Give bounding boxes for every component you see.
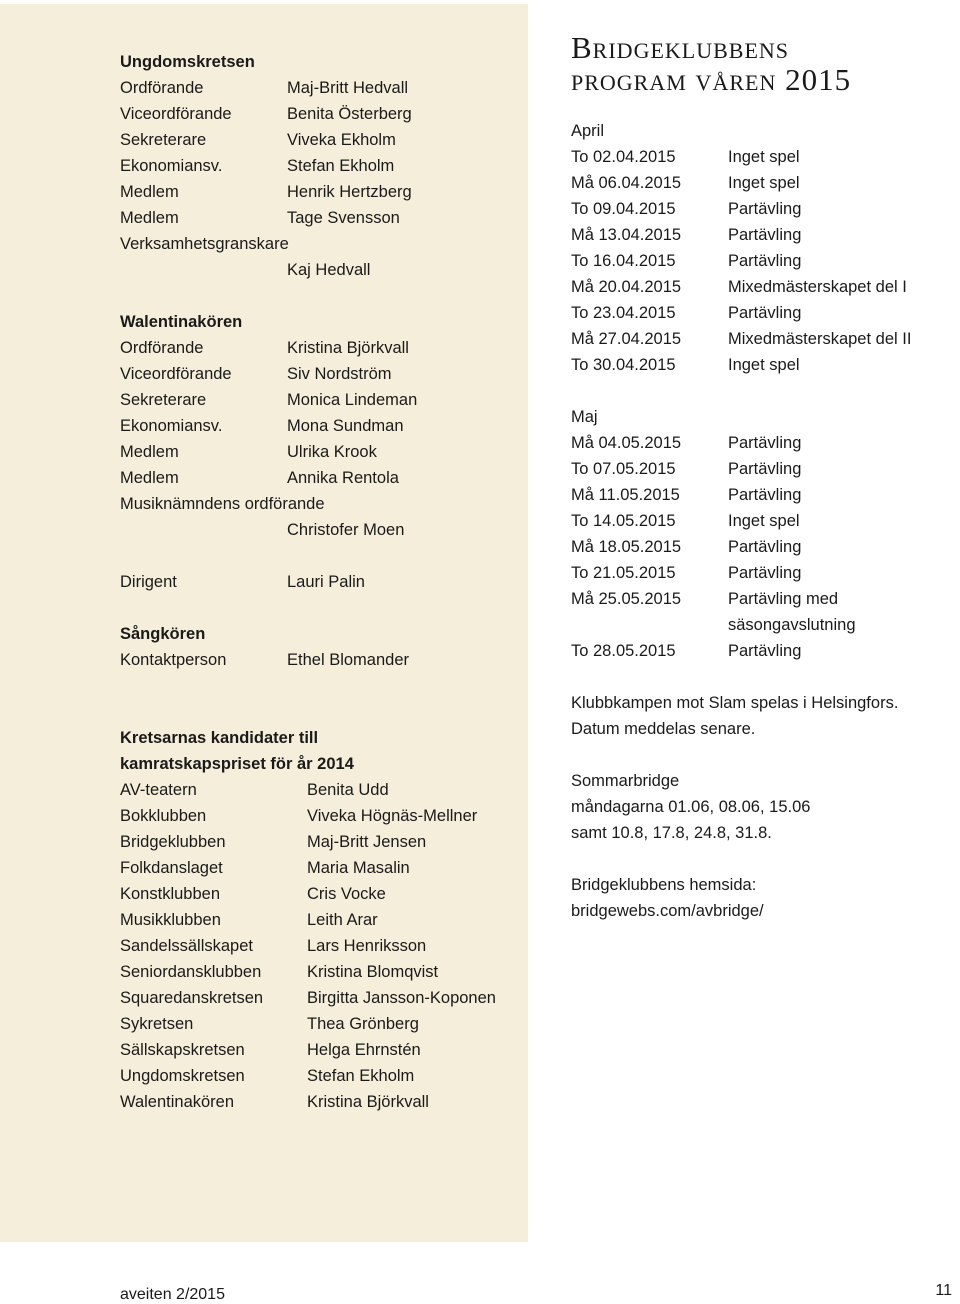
dirigent-name: Lauri Palin (287, 573, 365, 591)
kandidater-list (120, 777, 520, 1115)
ungdom-row-value: Stefan Ekholm (287, 157, 395, 175)
april-row-value: Partävling (728, 304, 802, 322)
walen-row-value: Ulrika Krook (287, 443, 377, 461)
bridge-title (571, 32, 951, 96)
kandidat-row-label: Squaredanskretsen (120, 989, 264, 1007)
april-row (571, 248, 951, 274)
kandidat-row (120, 829, 520, 855)
ungdom-row-value: Tage Svensson (287, 209, 400, 227)
maj-row (571, 456, 951, 482)
bridge-title-line-2: program våren 2015 (571, 62, 852, 97)
april-row-label: Må 20.04.2015 (571, 278, 682, 296)
page-number: 11 (935, 1282, 952, 1299)
kandidat-row (120, 1037, 520, 1063)
kandidat-row-value: Birgitta Jansson-Koponen (307, 989, 496, 1007)
kandidat-row-label: Musikklubben (120, 911, 221, 929)
walen-row-label: Sekreterare (120, 391, 207, 409)
ungdom-row-label: Viceordförande (120, 105, 232, 123)
walen-list (120, 335, 520, 491)
kandidat-row-label: Sandelssällskapet (120, 937, 253, 955)
walen-row (120, 465, 520, 491)
april-row-label: Må 06.04.2015 (571, 174, 682, 192)
kandidat-row-label: Sällskapskretsen (120, 1041, 245, 1059)
april-row (571, 274, 951, 300)
kandidater-heading-1: Kretsarnas kandidater till (120, 729, 319, 747)
kandidater-heading-2: kamratskapspriset för år 2014 (120, 755, 354, 773)
walen-row-label: Ordförande (120, 339, 204, 357)
kandidat-row (120, 959, 520, 985)
bridge-program (571, 118, 951, 924)
april-label: April (571, 122, 605, 140)
kandidat-row-label: Ungdomskretsen (120, 1067, 245, 1085)
maj-row-label: To 07.05.2015 (571, 460, 676, 478)
maj-row-label: To 21.05.2015 (571, 564, 676, 582)
maj-row-value: Partävling (728, 564, 802, 582)
april-row-value: Partävling (728, 252, 802, 270)
ungdom-row-label: Ekonomiansv. (120, 157, 223, 175)
april-row-value: Inget spel (728, 356, 800, 374)
kandidat-row-label: Walentinakören (120, 1093, 235, 1111)
ungdom-row-value: Benita Österberg (287, 105, 412, 123)
note-line: Sommarbridge (571, 772, 680, 790)
april-row (571, 300, 951, 326)
auditor-label: Verksamhetsgranskare (120, 235, 289, 253)
april-row-label: To 30.04.2015 (571, 356, 676, 374)
april-row-value: Inget spel (728, 148, 800, 166)
ungdom-row-label: Ordförande (120, 79, 204, 97)
walen-row-label: Medlem (120, 469, 179, 487)
kandidat-row-label: Bokklubben (120, 807, 207, 825)
maj-row (571, 508, 951, 534)
walen-row-value: Monica Lindeman (287, 391, 418, 409)
publication-name: aveiten 2/2015 (120, 1286, 225, 1303)
walen-heading: Walentinakören (120, 313, 243, 331)
walen-row (120, 439, 520, 465)
kandidat-row-value: Kristina Blomqvist (307, 963, 439, 981)
maj-row-value: Partävling (728, 642, 802, 660)
note-line: bridgewebs.com/avbridge/ (571, 902, 764, 920)
sang-heading: Sångkören (120, 625, 206, 643)
walen-row-label: Ekonomiansv. (120, 417, 223, 435)
kandidat-row (120, 985, 520, 1011)
kandidat-row-label: Folkdanslaget (120, 859, 223, 877)
note-line: Klubbkampen mot Slam spelas i Helsingfors. (571, 694, 899, 712)
contact-name: Ethel Blomander (287, 651, 409, 669)
ungdom-row-value: Maj-Britt Hedvall (287, 79, 409, 97)
kandidat-row (120, 907, 520, 933)
maj-row-label: Må 25.05.2015 (571, 590, 682, 608)
maj-row-value: Partävling (728, 434, 802, 452)
april-row-label: To 23.04.2015 (571, 304, 676, 322)
ungdom-row (120, 205, 520, 231)
april-row-label: Må 13.04.2015 (571, 226, 682, 244)
kandidat-row-label: AV-teatern (120, 781, 197, 799)
ungdom-row (120, 101, 520, 127)
left-column (120, 49, 520, 673)
maj-row (571, 586, 951, 612)
bridge-title-line-1: Bridgeklubbens (571, 30, 790, 65)
walen-row (120, 387, 520, 413)
april-row (571, 144, 951, 170)
note-line: Bridgeklubbens hemsida: (571, 876, 757, 894)
walen-row (120, 335, 520, 361)
ungdom-row-value: Viveka Ekholm (287, 131, 396, 149)
kandidat-row (120, 1089, 520, 1115)
ungdom-heading: Ungdomskretsen (120, 53, 255, 71)
note-line (571, 846, 951, 872)
auditor-name: Kaj Hedvall (287, 261, 371, 279)
kandidat-row-value: Stefan Ekholm (307, 1067, 415, 1085)
ungdom-row-label: Sekreterare (120, 131, 207, 149)
kandidat-row (120, 1011, 520, 1037)
kandidat-row-value: Maj-Britt Jensen (307, 833, 427, 851)
maj-row-label: To 14.05.2015 (571, 512, 676, 530)
kandidat-row-label: Konstklubben (120, 885, 220, 903)
april-row (571, 352, 951, 378)
maj-row (571, 612, 951, 638)
bridge-notes (571, 690, 951, 924)
maj-row-value: Partävling (728, 538, 802, 556)
kandidat-row-value: Maria Masalin (307, 859, 410, 877)
maj-row (571, 560, 951, 586)
walen-row-value: Mona Sundman (287, 417, 404, 435)
ungdom-row (120, 153, 520, 179)
ungdom-row-value: Henrik Hertzberg (287, 183, 412, 201)
note-line: måndagarna 01.06, 08.06, 15.06 (571, 798, 811, 816)
april-row (571, 222, 951, 248)
maj-row-value: Partävling (728, 460, 802, 478)
kandidat-row (120, 777, 520, 803)
april-row-value: Inget spel (728, 174, 800, 192)
ungdom-row (120, 179, 520, 205)
april-row-label: Må 27.04.2015 (571, 330, 682, 348)
maj-row-label: Må 04.05.2015 (571, 434, 682, 452)
maj-row-value: Inget spel (728, 512, 800, 530)
kandidat-row (120, 881, 520, 907)
kandidat-row-value: Cris Vocke (307, 885, 386, 903)
ungdom-list (120, 75, 520, 231)
april-list (571, 144, 951, 378)
maj-list (571, 430, 951, 664)
ungdom-row-label: Medlem (120, 183, 179, 201)
april-row-value: Mixedmästerskapet del I (728, 278, 907, 296)
april-row (571, 170, 951, 196)
walen-row (120, 361, 520, 387)
kandidat-row-value: Helga Ehrnstén (307, 1041, 421, 1059)
april-row (571, 326, 951, 352)
dirigent-label: Dirigent (120, 573, 177, 591)
ungdom-row (120, 127, 520, 153)
ungdom-row (120, 75, 520, 101)
maj-row (571, 430, 951, 456)
kandidat-row-value: Leith Arar (307, 911, 378, 929)
kandidat-row-label: Seniordansklubben (120, 963, 262, 981)
kandidat-row-label: Sykretsen (120, 1015, 194, 1033)
note-line (571, 742, 951, 768)
maj-row-value: säsongavslutning (728, 616, 856, 634)
kandidat-row-value: Viveka Högnäs-Mellner (307, 807, 478, 825)
april-row-value: Partävling (728, 226, 802, 244)
walen-row (120, 413, 520, 439)
kandidat-row (120, 933, 520, 959)
walen-row-label: Viceordförande (120, 365, 232, 383)
ungdom-row-label: Medlem (120, 209, 179, 227)
maj-row-value: Partävling (728, 486, 802, 504)
kandidat-row (120, 803, 520, 829)
walen-row-value: Siv Nordström (287, 365, 392, 383)
kandidat-row-value: Thea Grönberg (307, 1015, 419, 1033)
kandidat-row (120, 855, 520, 881)
maj-row (571, 534, 951, 560)
kandidat-row-value: Kristina Björkvall (307, 1093, 429, 1111)
april-row-value: Partävling (728, 200, 802, 218)
kandidat-row-label: Bridgeklubben (120, 833, 226, 851)
april-row-label: To 02.04.2015 (571, 148, 676, 166)
maj-row (571, 482, 951, 508)
april-row-value: Mixedmästerskapet del II (728, 330, 912, 348)
walen-row-value: Annika Rentola (287, 469, 399, 487)
kandidater-section (120, 725, 520, 1115)
april-row-label: To 09.04.2015 (571, 200, 676, 218)
note-line: Datum meddelas senare. (571, 720, 756, 738)
contact-label: Kontaktperson (120, 651, 227, 669)
music-label: Musiknämndens ordförande (120, 495, 325, 513)
note-line: samt 10.8, 17.8, 24.8, 31.8. (571, 824, 772, 842)
kandidat-row-value: Lars Henriksson (307, 937, 427, 955)
walen-row-value: Kristina Björkvall (287, 339, 409, 357)
maj-row-label: Må 18.05.2015 (571, 538, 682, 556)
maj-label: Maj (571, 408, 598, 426)
kandidat-row-value: Benita Udd (307, 781, 389, 799)
april-row (571, 196, 951, 222)
maj-row-label: To 28.05.2015 (571, 642, 676, 660)
kandidat-row (120, 1063, 520, 1089)
april-row-label: To 16.04.2015 (571, 252, 676, 270)
maj-row-label: Må 11.05.2015 (571, 486, 680, 504)
maj-row-value: Partävling med (728, 590, 839, 608)
music-name: Christofer Moen (287, 521, 405, 539)
walen-row-label: Medlem (120, 443, 179, 461)
maj-row (571, 638, 951, 664)
